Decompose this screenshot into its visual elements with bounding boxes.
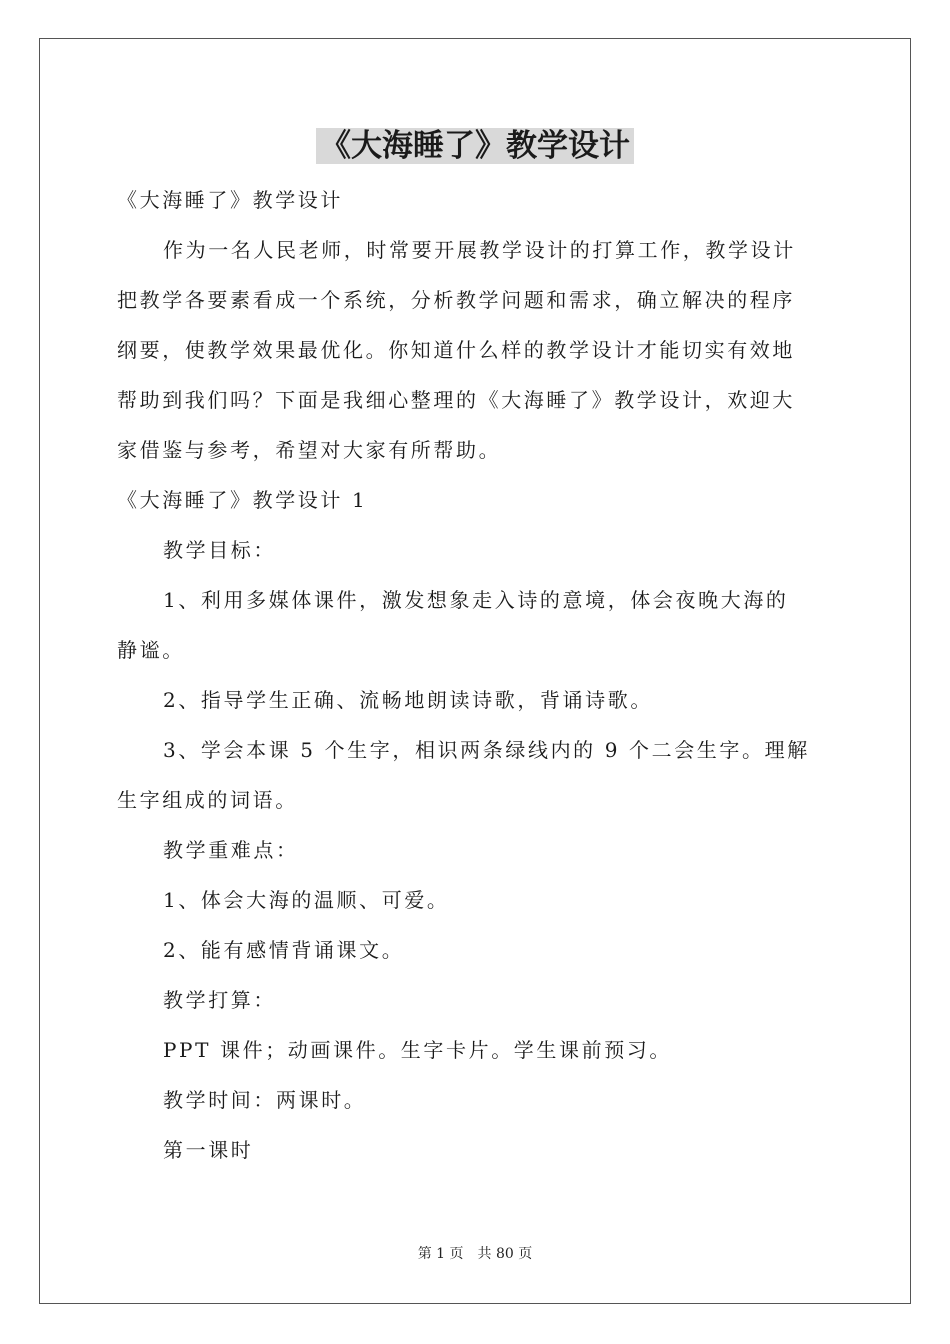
page-footer xyxy=(0,1244,950,1264)
list-item-continuation: 静谧。 xyxy=(117,638,185,662)
subheading: 教学重难点： xyxy=(163,838,299,862)
paragraph-line: 帮助到我们吗？下面是我细心整理的《大海睡了》教学设计，欢迎大 xyxy=(117,388,795,412)
list-item: 1、体会大海的温顺、可爱。 xyxy=(163,888,450,912)
page-total: 共 80 页 xyxy=(477,1246,533,1262)
paragraph-line: 《大海睡了》教学设计 xyxy=(117,188,343,212)
paragraph-line: 纲要，使教学效果最优化。你知道什么样的教学设计才能切实有效地 xyxy=(117,338,795,362)
list-item: 3、学会本课 5 个生字，相识两条绿线内的 9 个二会生字。理解 xyxy=(163,738,810,762)
list-item: 2、指导学生正确、流畅地朗读诗歌，背诵诗歌。 xyxy=(163,688,653,712)
list-item: 2、能有感情背诵课文。 xyxy=(163,938,405,962)
list-item: 1、利用多媒体课件，激发想象走入诗的意境，体会夜晚大海的 xyxy=(163,588,789,612)
section-heading: 《大海睡了》教学设计 1 xyxy=(117,488,368,512)
paragraph-line: PPT 课件；动画课件。生字卡片。学生课前预习。 xyxy=(163,1038,673,1062)
paragraph-line: 家借鉴与参考，希望对大家有所帮助。 xyxy=(117,438,502,462)
subheading: 第一课时 xyxy=(163,1138,254,1162)
paragraph-line: 把教学各要素看成一个系统，分析教学问题和需求，确立解决的程序 xyxy=(117,288,795,312)
list-item-continuation: 生字组成的词语。 xyxy=(117,788,298,812)
subheading: 教学打算： xyxy=(163,988,276,1012)
document-title xyxy=(0,124,950,168)
document-title-text: 《大海睡了》教学设计 xyxy=(316,128,634,164)
paragraph-line: 作为一名人民老师，时常要开展教学设计的打算工作，教学设计 xyxy=(163,238,796,262)
paragraph-line: 教学时间：两课时。 xyxy=(163,1088,367,1112)
subheading: 教学目标： xyxy=(163,538,276,562)
page-number: 第 1 页 xyxy=(417,1246,464,1262)
document-body xyxy=(117,175,835,1175)
